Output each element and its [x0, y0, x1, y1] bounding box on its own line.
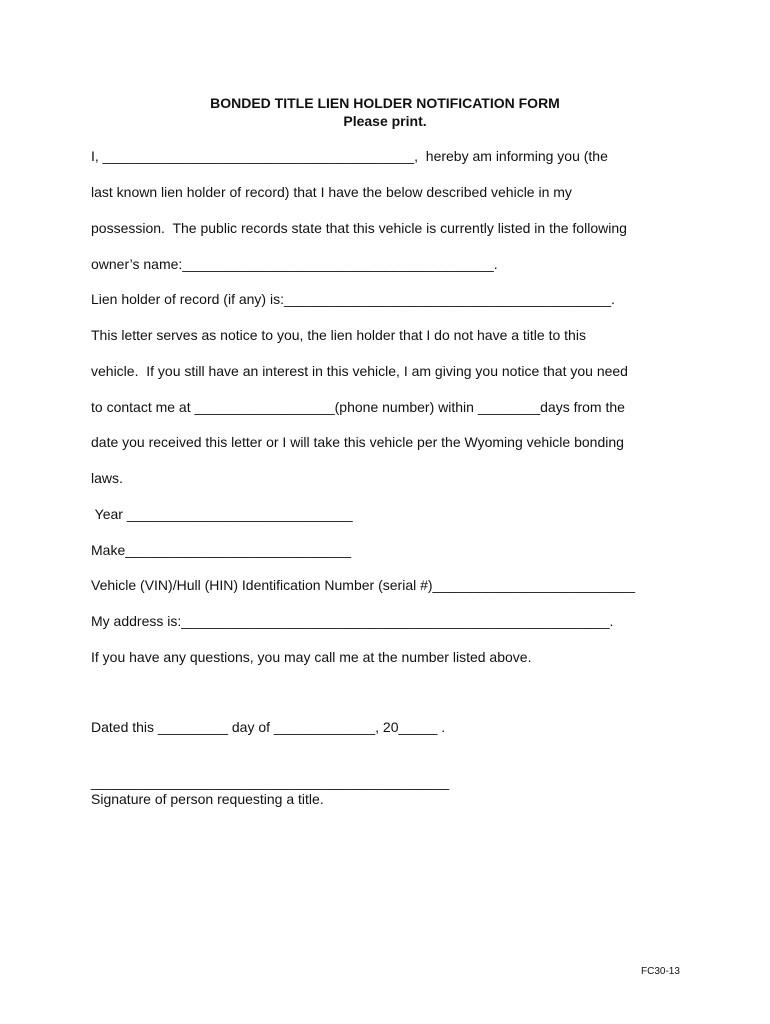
declarant-name-line: I, ________________________________________, hereby am informing you (the	[91, 148, 608, 164]
signature-caption: Signature of person requesting a title.	[91, 791, 324, 807]
form-code: FC30-13	[641, 966, 680, 977]
notice-line-5: laws.	[91, 470, 123, 486]
contact-line: to contact me at __________________(phone number) within ________days from the	[91, 399, 625, 415]
body-line-2: last known lien holder of record) that I have the below described vehicle in my	[91, 184, 572, 200]
questions-line: If you have any questions, you may call me at the number listed above.	[91, 649, 532, 665]
year-field-line: Year _____________________________	[91, 506, 353, 522]
notice-line-2: vehicle. If you still have an interest in this vehicle, I am giving you notice that you need	[91, 363, 628, 379]
form-subtitle: Please print.	[343, 113, 427, 129]
address-field-line: My address is:_______________________________________________________.	[91, 613, 614, 629]
notice-line-4: date you received this letter or I will take this vehicle per the Wyoming vehicle bonding	[91, 434, 624, 450]
form-title: BONDED TITLE LIEN HOLDER NOTIFICATION FORM	[210, 95, 560, 111]
notice-line-1: This letter serves as notice to you, the lien holder that I do not have a title to this	[91, 327, 586, 343]
vin-field-line: Vehicle (VIN)/Hull (HIN) Identification Number (serial #)__________________________	[91, 577, 635, 593]
dated-line: Dated this _________ day of _____________, 20_____ .	[91, 719, 446, 735]
body-line-3: possession. The public records state that this vehicle is currently listed in the following	[91, 220, 627, 236]
form-header	[0, 94, 770, 130]
signature-rule: ______________________________________________	[91, 774, 450, 790]
make-field-line: Make_____________________________	[91, 542, 352, 558]
owner-name-line: owner’s name:________________________________________.	[91, 256, 498, 272]
lien-holder-line: Lien holder of record (if any) is:__________________________________________.	[91, 291, 615, 307]
